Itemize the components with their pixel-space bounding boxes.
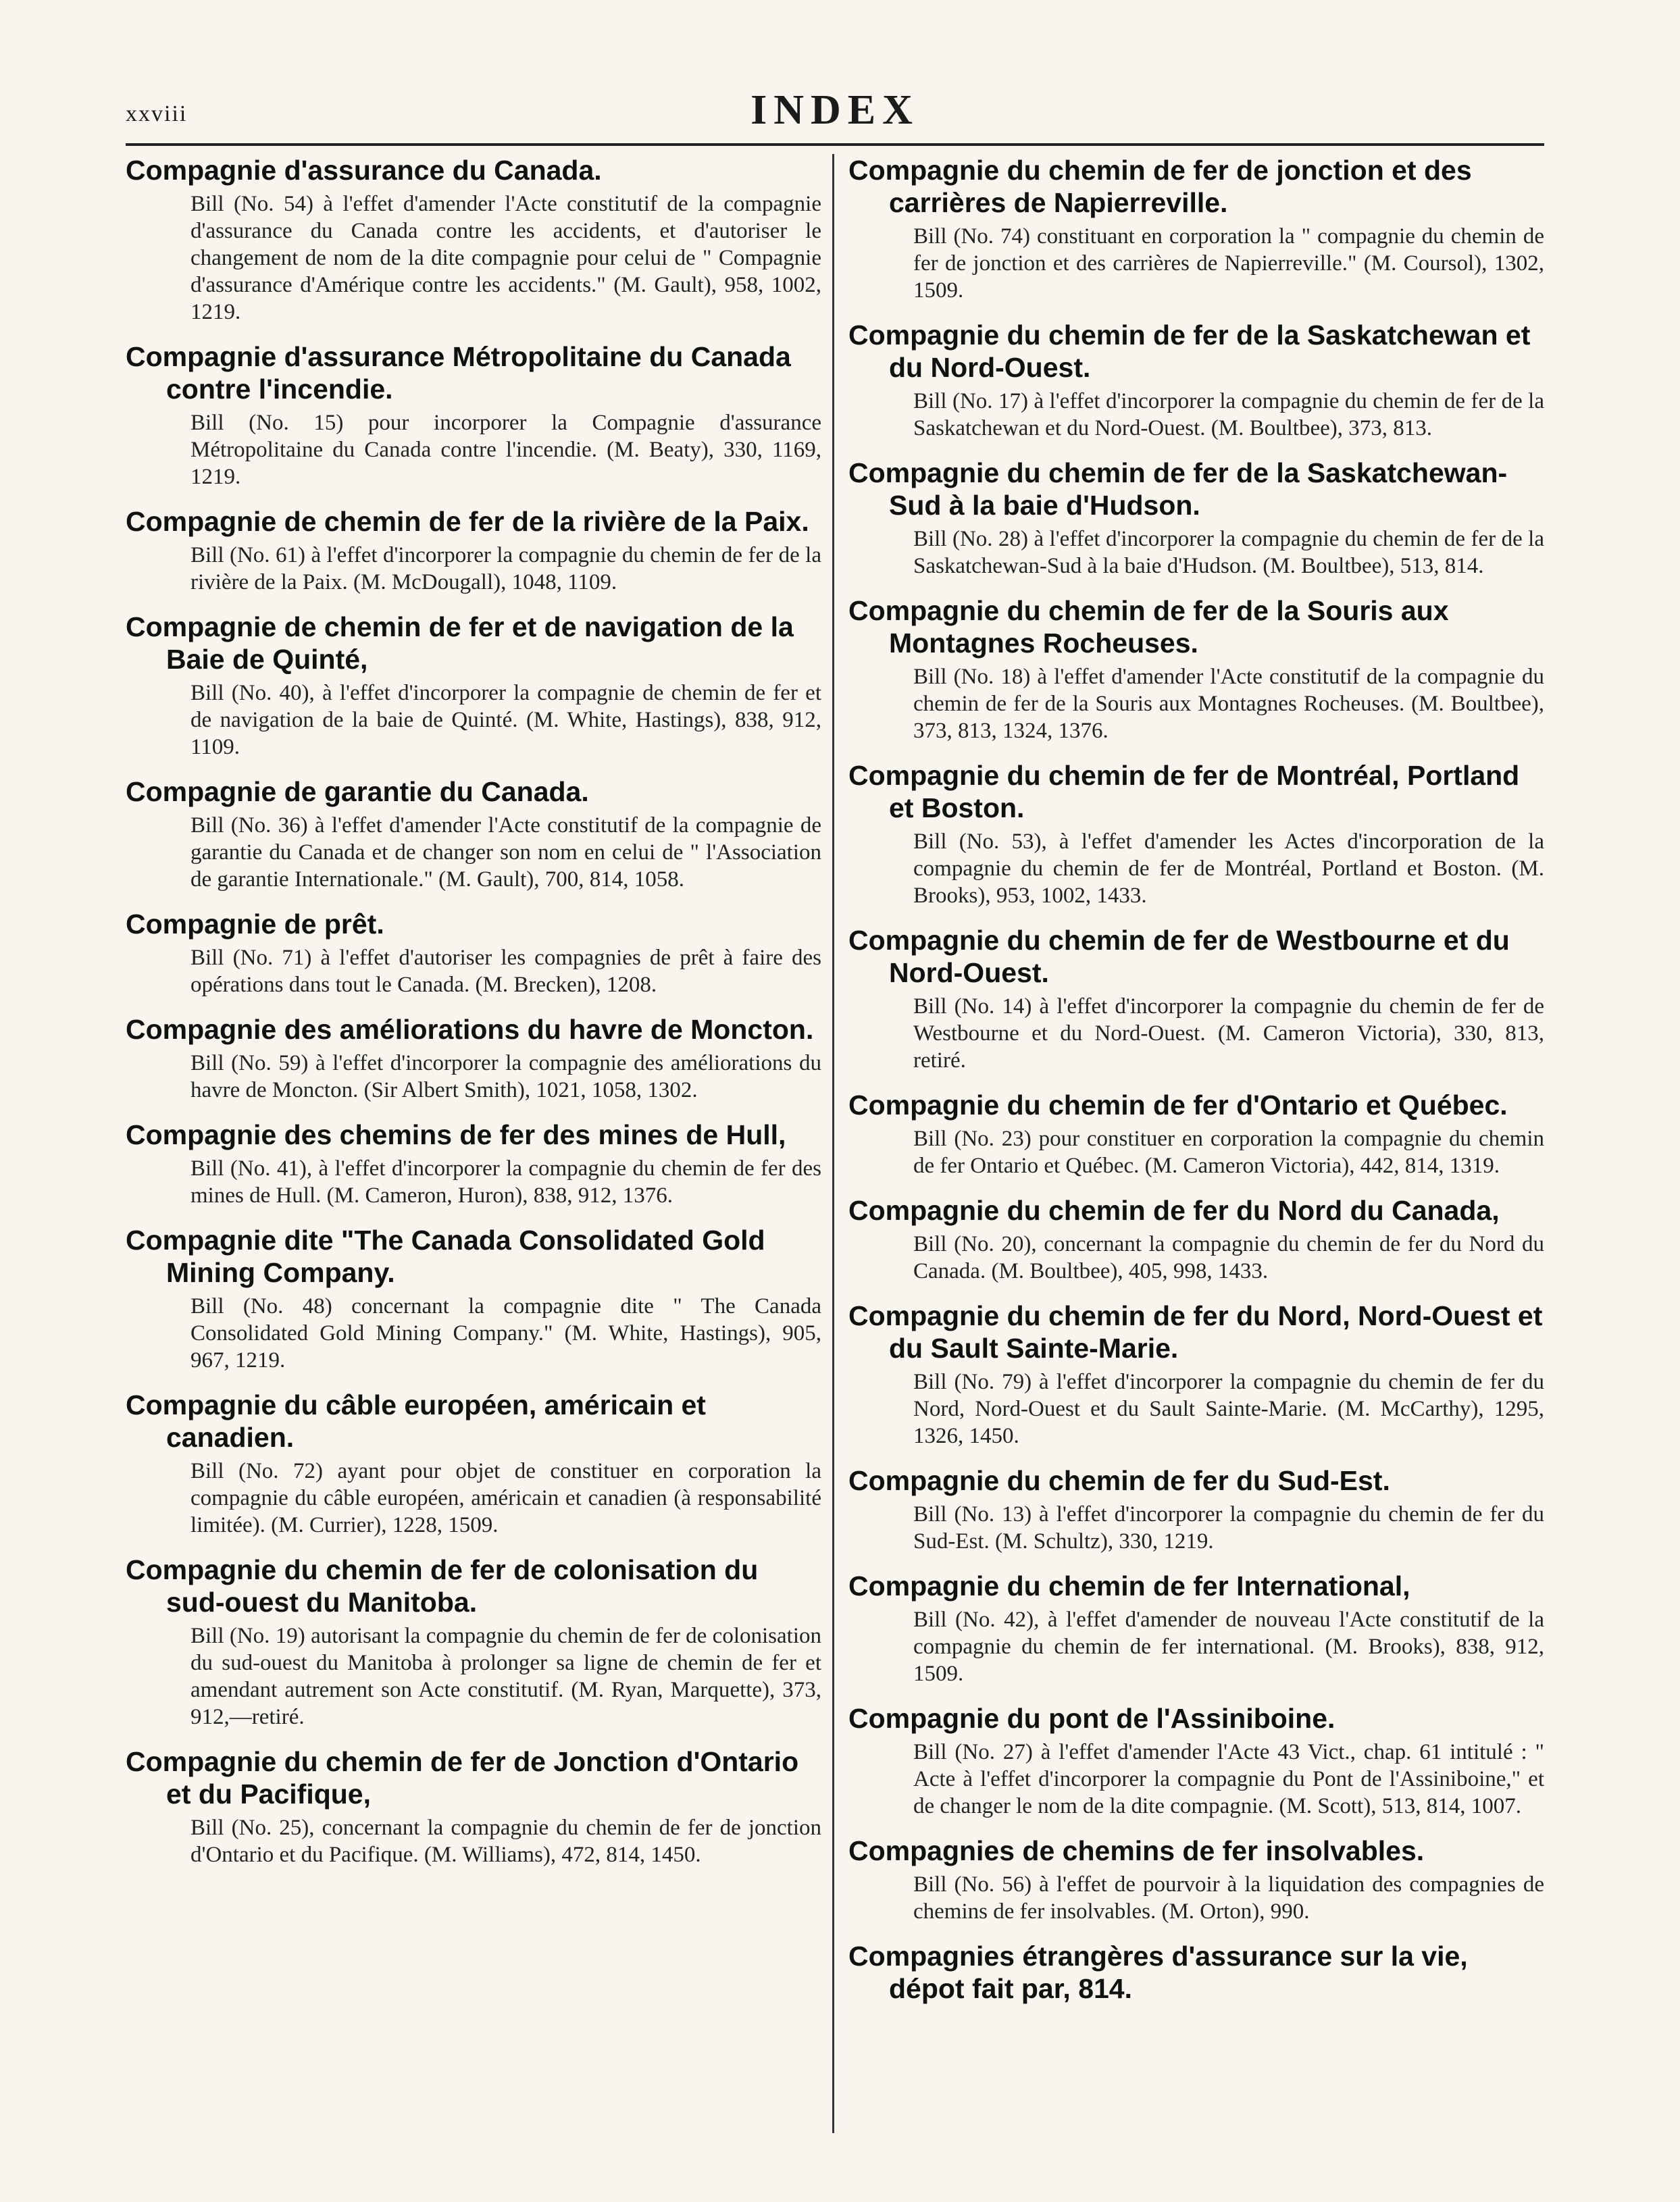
entry-heading: Compagnies étrangères d'assurance sur la vie, dépot fait par, 814. (848, 1941, 1468, 2004)
index-entry (848, 1300, 1544, 1450)
entry-heading: Compagnie du chemin de fer International, (848, 1570, 1410, 1602)
index-entry (848, 319, 1544, 442)
entry-text: Bill (No. 72) ayant pour objet de constituer en corporation la compagnie du câble européen, américain et canadien (à responsabilité limitée). (M. Currier), 1228, 1509. (190, 1459, 821, 1537)
entry-text: Bill (No. 23) pour constituer en corporation la compagnie du chemin de fer Ontario et Québec. (M. Cameron Victoria), 442, 814, 1319. (913, 1127, 1544, 1178)
index-entry (126, 340, 821, 490)
entry-heading: Compagnie d'assurance du Canada. (126, 155, 602, 186)
entry-heading: Compagnie des améliorations du havre de Moncton. (126, 1014, 814, 1045)
entry-heading: Compagnie du chemin de fer de Montréal, Portland et Boston. (848, 760, 1520, 823)
entry-text: Bill (No. 27) à l'effet d'amender l'Acte 43 Vict., chap. 61 intitulé : " Acte à l'effet d'incorporer la compagnie du Pont de l'Assiniboine," et de changer le nom de la dite compagnie. (M. Scott), 513, 814, 1007. (913, 1740, 1544, 1818)
index-entry (126, 1119, 821, 1209)
entry-heading: Compagnie du pont de l'Assiniboine. (848, 1703, 1335, 1734)
entry-text: Bill (No. 36) à l'effet d'amender l'Acte constitutif de la compagnie de garantie du Canada et de changer son nom en celui de " l'Association de garantie Internationale." (M. Gault), 700, 814, 1058. (190, 813, 821, 892)
entry-heading: Compagnie du chemin de fer de Westbourne et du Nord-Ouest. (848, 925, 1510, 988)
entry-text: Bill (No. 19) autorisant la compagnie du chemin de fer de colonisation du sud-ouest du Manitoba à prolonger sa ligne de chemin de fer et amendant autrement son Acte constitutif. (M. Ryan, Marquette), 373, 912,—retiré. (190, 1624, 821, 1729)
index-entry (848, 594, 1544, 744)
index-entry (126, 908, 821, 998)
entry-heading: Compagnie du chemin de fer de colonisation du sud-ouest du Manitoba. (126, 1554, 759, 1618)
index-entry (126, 1013, 821, 1104)
entry-heading: Compagnie du chemin de fer du Nord, Nord-Ouest et du Sault Sainte-Marie. (848, 1300, 1543, 1364)
index-entry (848, 457, 1544, 580)
entry-heading: Compagnie du chemin de fer d'Ontario et Québec. (848, 1090, 1508, 1121)
entry-text: Bill (No. 42), à l'effet d'amender de nouveau l'Acte constitutif de la compagnie du chemin de fer international. (M. Brooks), 838, 912, 1509. (913, 1608, 1544, 1686)
entry-text: Bill (No. 20), concernant la compagnie du chemin de fer du Nord du Canada. (M. Boultbee), 405, 998, 1433. (913, 1232, 1544, 1283)
entry-text: Bill (No. 18) à l'effet d'amender l'Acte constitutif de la compagnie du chemin de fer de la Souris aux Montagnes Rocheuses. (M. Boultbee), 373, 813, 1324, 1376. (913, 665, 1544, 743)
index-entry (126, 154, 821, 326)
entry-text: Bill (No. 28) à l'effet d'incorporer la compagnie du chemin de fer de la Saskatchewan-Sud à la baie d'Hudson. (M. Boultbee), 513, 814. (913, 527, 1544, 578)
index-entry (126, 1745, 821, 1868)
entry-heading: Compagnie du chemin de fer du Nord du Canada, (848, 1195, 1500, 1226)
entry-heading: Compagnie des chemins de fer des mines de Hull, (126, 1119, 786, 1150)
entry-text: Bill (No. 56) à l'effet de pourvoir à la liquidation des compagnies de chemins de fer insolvables. (M. Orton), 990. (913, 1872, 1544, 1924)
header-rule (126, 143, 1544, 146)
entry-text: Bill (No. 71) à l'effet d'autoriser les compagnies de prêt à faire des opérations dans tout le Canada. (M. Brecken), 1208. (190, 946, 821, 997)
index-entry (126, 505, 821, 596)
entry-text: Bill (No. 14) à l'effet d'incorporer la compagnie du chemin de fer de Westbourne et du Nord-Ouest. (M. Cameron Victoria), 330, 813, retiré. (913, 994, 1544, 1073)
entry-text: Bill (No. 48) concernant la compagnie dite " The Canada Consolidated Gold Mining Company." (M. White, Hastings), 905, 967, 1219. (190, 1294, 821, 1373)
index-entry (126, 1554, 821, 1731)
entry-heading: Compagnies de chemins de fer insolvables. (848, 1835, 1425, 1866)
page-number: xxviii (126, 101, 188, 126)
index-entry (126, 775, 821, 893)
entry-heading: Compagnie du chemin de fer de la Souris aux Montagnes Rocheuses. (848, 595, 1449, 659)
entry-text: Bill (No. 53), à l'effet d'amender les Actes d'incorporation de la compagnie du chemin de fer de Montréal, Portland et Boston. (M. Brooks), 953, 1002, 1433. (913, 829, 1544, 908)
entry-heading: Compagnie du chemin de fer de jonction et des carrières de Napierreville. (848, 155, 1472, 218)
index-entry (126, 1224, 821, 1374)
index-entry (848, 1835, 1544, 1925)
entry-heading: Compagnie de chemin de fer de la rivière de la Paix. (126, 506, 809, 537)
right-column (848, 154, 1544, 2020)
entry-text: Bill (No. 40), à l'effet d'incorporer la compagnie de chemin de fer et de navigation de la baie de Quinté. (M. White, Hastings), 838, 912, 1109. (190, 681, 821, 759)
column-divider (832, 154, 834, 2133)
left-column (126, 154, 821, 1883)
entry-text: Bill (No. 17) à l'effet d'incorporer la compagnie du chemin de fer de la Saskatchewan et du Nord-Ouest. (M. Boultbee), 373, 813. (913, 389, 1544, 440)
entry-text: Bill (No. 54) à l'effet d'amender l'Acte constitutif de la compagnie d'assurance du Canada contre les accidents, et d'autoriser le changement de nom de la dite compagnie pour celui de " Compagnie d'assurance d'Amérique contre les accidents." (M. Gault), 958, 1002, 1219. (190, 192, 821, 324)
page-header (126, 86, 1544, 140)
index-entry (848, 1464, 1544, 1555)
index-entry (126, 1389, 821, 1539)
entry-text: Bill (No. 13) à l'effet d'incorporer la compagnie du chemin de fer du Sud-Est. (M. Schultz), 330, 1219. (913, 1502, 1544, 1554)
entry-heading: Compagnie du chemin de fer de la Saskatchewan et du Nord-Ouest. (848, 319, 1531, 383)
entry-text: Bill (No. 25), concernant la compagnie du chemin de fer de jonction d'Ontario et du Pacifique. (M. Williams), 472, 814, 1450. (190, 1816, 821, 1867)
entry-heading: Compagnie de chemin de fer et de navigation de la Baie de Quinté, (126, 611, 794, 675)
entry-heading: Compagnie de garantie du Canada. (126, 776, 589, 807)
index-entry (126, 611, 821, 761)
entry-heading: Compagnie du chemin de fer de la Saskatchewan-Sud à la baie d'Hudson. (848, 457, 1508, 521)
entry-heading: Compagnie de prêt. (126, 908, 384, 940)
index-entry (848, 154, 1544, 304)
entry-text: Bill (No. 79) à l'effet d'incorporer la compagnie du chemin de fer du Nord, Nord-Ouest et du Sault Sainte-Marie. (M. McCarthy), 1295, 1326, 1450. (913, 1370, 1544, 1448)
entry-heading: Compagnie du chemin de fer de Jonction d'Ontario et du Pacifique, (126, 1746, 799, 1810)
page-title: INDEX (750, 87, 919, 133)
entry-heading: Compagnie du câble européen, américain et canadien. (126, 1389, 706, 1453)
entry-text: Bill (No. 15) pour incorporer la Compagnie d'assurance Métropolitaine du Canada contre l'incendie. (M. Beaty), 330, 1169, 1219. (190, 411, 821, 489)
index-entry (848, 1702, 1544, 1820)
entry-heading: Compagnie dite "The Canada Consolidated Gold Mining Company. (126, 1225, 765, 1288)
index-entry (848, 924, 1544, 1074)
entry-text: Bill (No. 74) constituant en corporation la " compagnie du chemin de fer de jonction et des carrières de Napierreville." (M. Coursol), 1302, 1509. (913, 224, 1544, 303)
index-entry (848, 1570, 1544, 1687)
index-entry (848, 1940, 1544, 2005)
entry-text: Bill (No. 59) à l'effet d'incorporer la compagnie des améliorations du havre de Moncton. (Sir Albert Smith), 1021, 1058, 1302. (190, 1051, 821, 1102)
index-entry (848, 1194, 1544, 1285)
entry-heading: Compagnie d'assurance Métropolitaine du Canada contre l'incendie. (126, 341, 791, 405)
entry-text: Bill (No. 41), à l'effet d'incorporer la compagnie du chemin de fer des mines de Hull. (M. Cameron, Huron), 838, 912, 1376. (190, 1156, 821, 1208)
entry-text: Bill (No. 61) à l'effet d'incorporer la compagnie du chemin de fer de la rivière de la Paix. (M. McDougall), 1048, 1109. (190, 543, 821, 594)
index-entry (848, 759, 1544, 909)
index-entry (848, 1089, 1544, 1179)
entry-heading: Compagnie du chemin de fer du Sud-Est. (848, 1465, 1390, 1496)
